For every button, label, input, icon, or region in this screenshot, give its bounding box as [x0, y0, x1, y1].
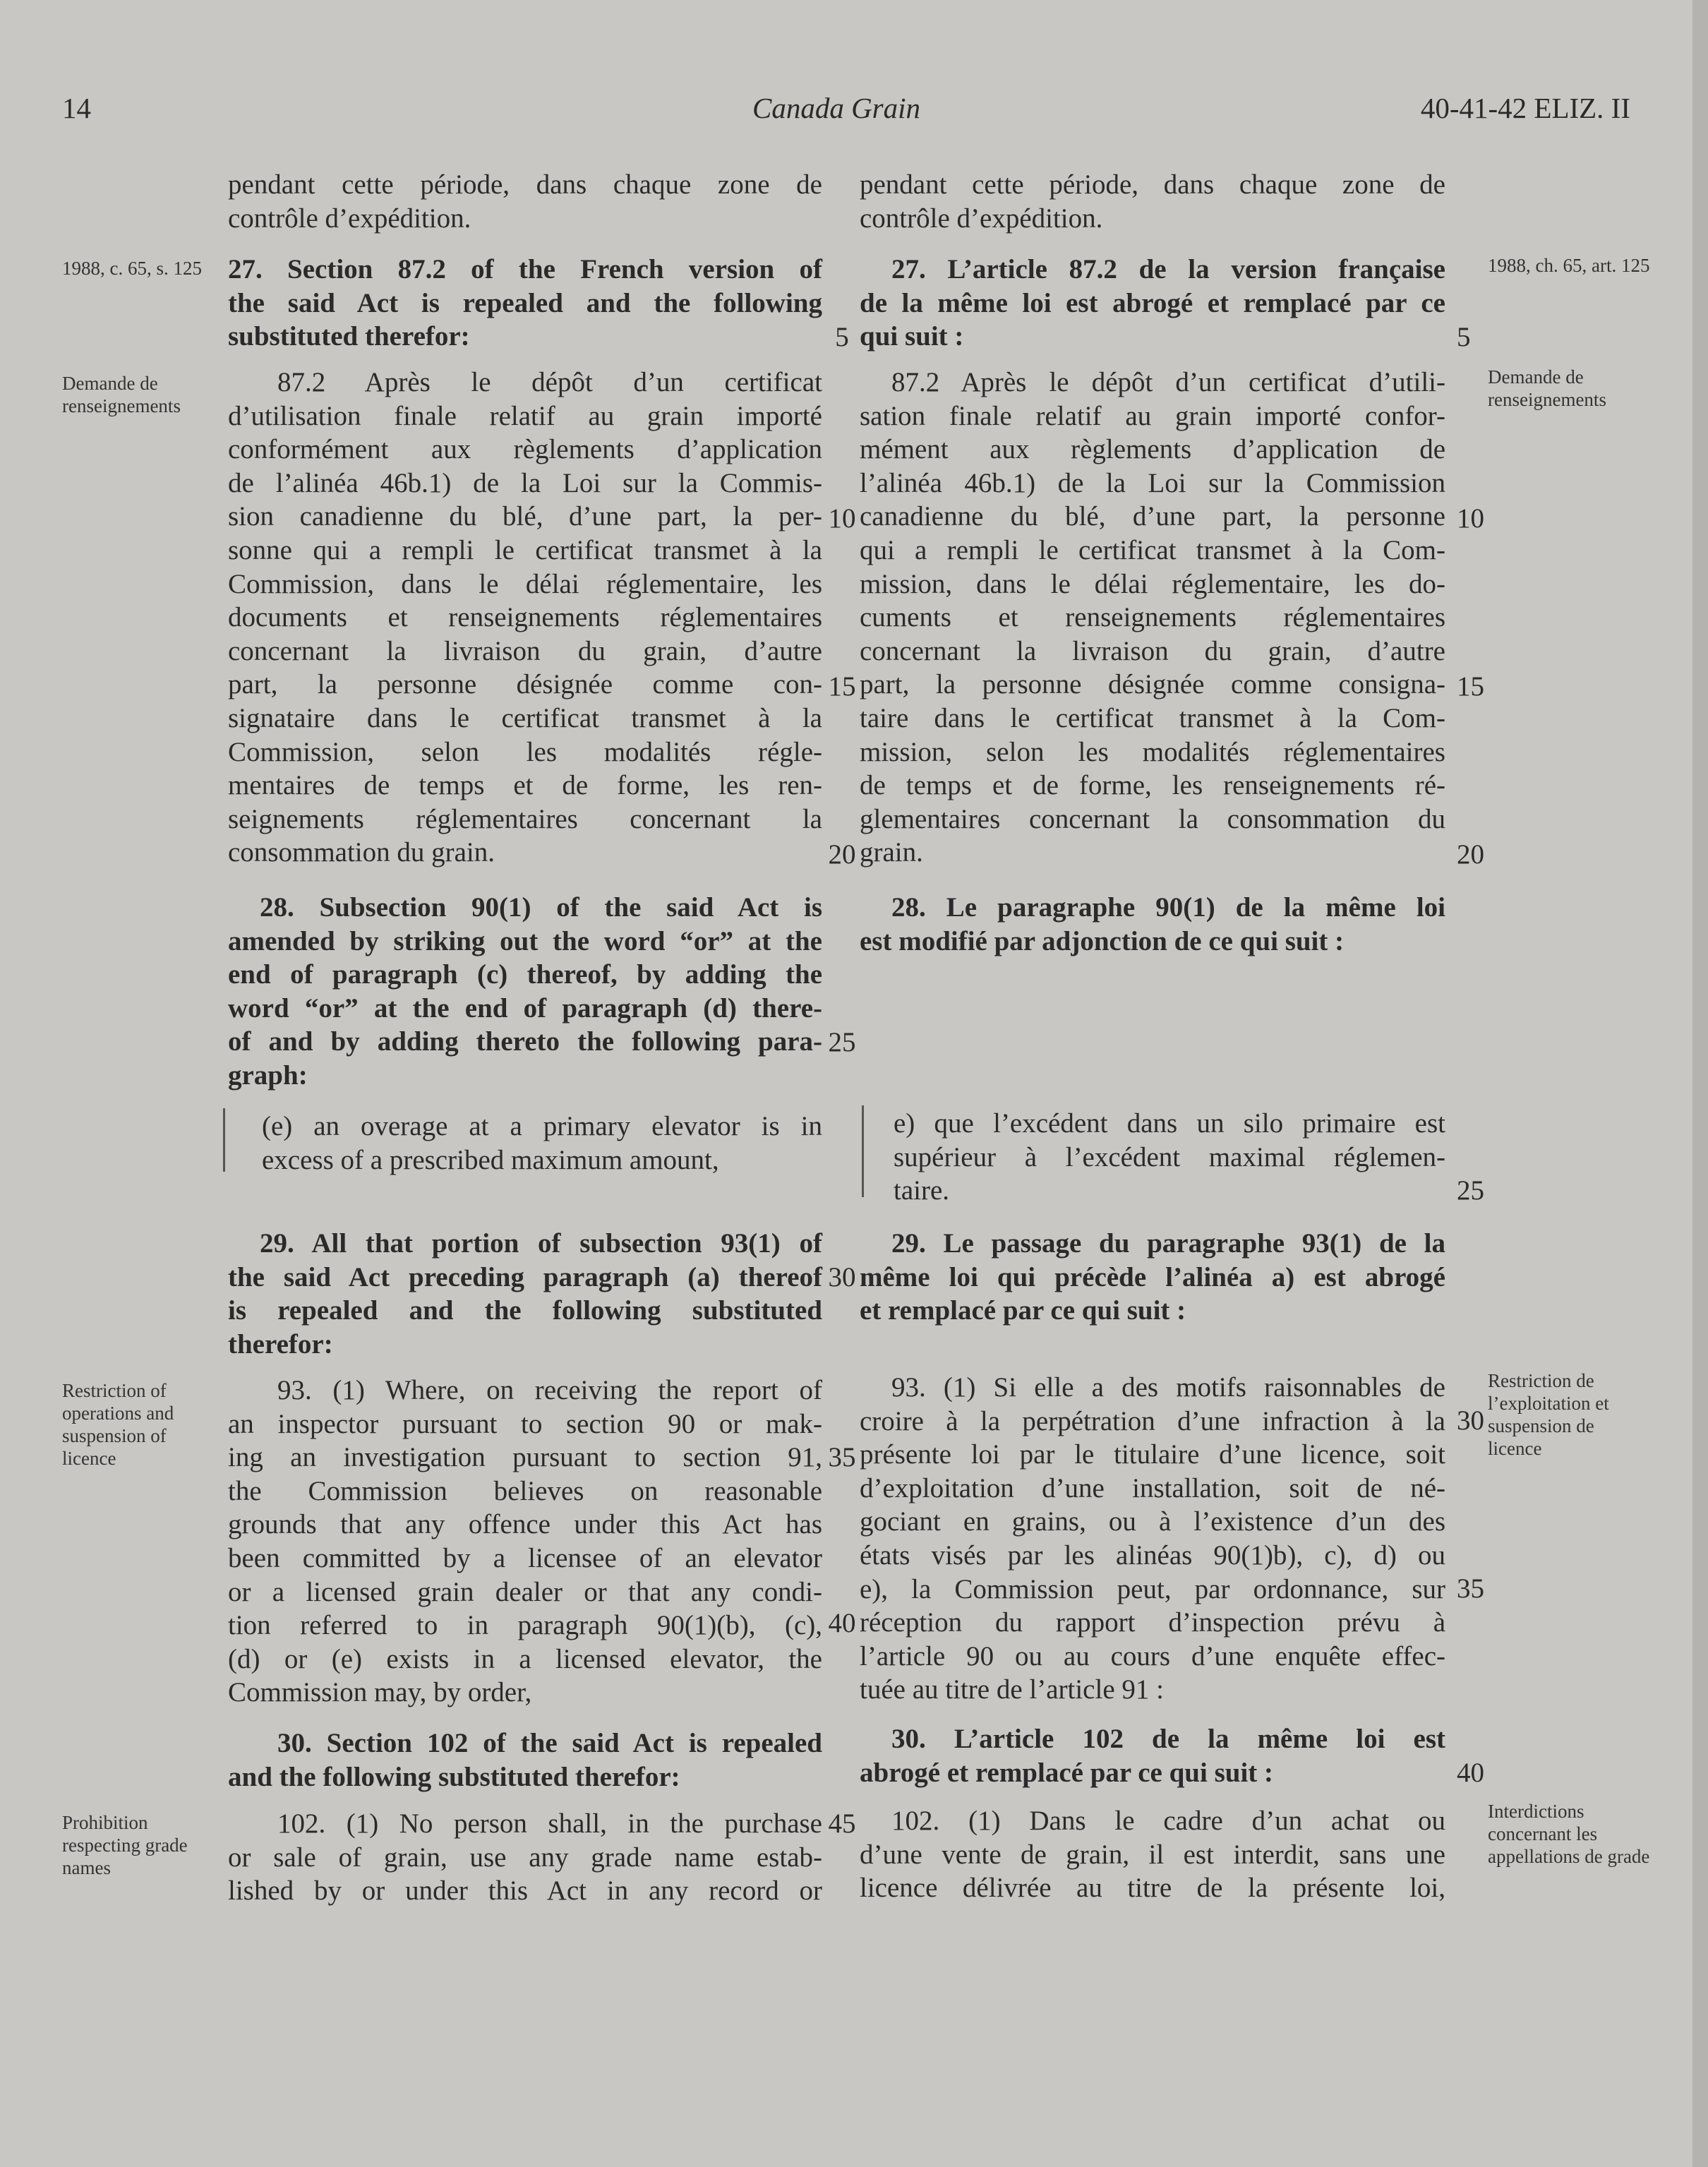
line-number: 40: [828, 1608, 856, 1638]
marginal-note-citation: 1988, ch. 65, art. 125: [1488, 255, 1650, 276]
regnal-year: 40-41-42 ELIZ. II: [1420, 92, 1630, 124]
english-section-27-text: 87.2 Après le dépôt d’un certificat d’utilisation finale relatif au grain importé conformément aux règlements d’application de l’alinéa 46b.1) de la Loi sur la Commis- sion canadienne du blé, d’une part, la per- sonne qui a rempli le certificat transmet à la Commission, dans le délai réglementaire, les documents et renseignements réglementaires concernant la livraison du grain, d’autre part, la personne désignée comme con- signataire dans le certificat transmet à la Commission, selon les modalités régle- mentaires de temps et de forme, les ren- seignements réglementaires concernant la consommation du grain.: [228, 367, 822, 868]
english-section-27: 27. Section 87.2 of the French version of the said Act is repealed and the following substituted therefor:: [228, 254, 822, 352]
line-number: 25: [1457, 1175, 1484, 1206]
page-edge: [1692, 0, 1708, 2167]
french-section-29-text: 93. (1) Si elle a des motifs raisonnables de croire à la perpétration d’une infraction à la présente loi par le titulaire d’une licence, soit d’exploitation d’une installation, soit de né- gociant en grains, ou à l’existence d’un des états visés par les alinéas 90(1)b), c), d) ou e), la Commission peut, par ordonnance, sur réception du rapport d’inspection prévu à l’article 90 ou au cours d’une enquête effec- tuée au titre de l’article 91 :: [860, 1372, 1445, 1705]
french-section-30-text: 102. (1) Dans le cadre d’un achat ou d’une vente de grain, il est interdit, sans une licence délivrée au titre de la présente loi,: [860, 1806, 1445, 1904]
line-number: 15: [1457, 671, 1484, 702]
english-carryover: pendant cette période, dans chaque zone de contrôle d’expédition.: [228, 169, 822, 234]
english-section-29: 29. All that portion of subsection 93(1) of the said Act preceding paragraph (a) thereof is repealed and the following substituted therefor:: [228, 1228, 822, 1359]
english-section-30: 30. Section 102 of the said Act is repealed and the following substituted therefor:: [228, 1728, 822, 1792]
french-section-27: 27. L’article 87.2 de la version française de la même loi est abrogé et remplacé par ce qui suit :: [860, 254, 1445, 352]
english-section-30-text: 102. (1) No person shall, in the purchase or sale of grain, use any grade name estab- lished by or under this Act in any record or: [228, 1808, 822, 1907]
line-number: 35: [1457, 1573, 1484, 1604]
marginal-note-citation: 1988, c. 65, s. 125: [62, 258, 202, 279]
french-section-30: 30. L’article 102 de la même loi est abrogé et remplacé par ce qui suit :: [860, 1724, 1445, 1788]
line-number: 20: [1457, 839, 1484, 870]
english-section-28: 28. Subsection 90(1) of the said Act is amended by striking out the word “or” at the end of paragraph (c) thereof, by adding the word “or” at the end of paragraph (d) there- of and by adding thereto the following para- graph:: [228, 892, 822, 1091]
line-number: 25: [828, 1027, 856, 1057]
line-number: 35: [828, 1442, 856, 1472]
marginal-note-heading: Restriction of operations and suspension of licence: [62, 1380, 174, 1469]
marginal-note-heading: Restriction de l’exploitation et suspension de licence: [1488, 1370, 1609, 1459]
marginal-note-heading: Demande de renseignements: [62, 373, 181, 416]
french-section-28-text: e) que l’excédent dans un silo primaire est supérieur à l’excédent maximal réglemen- taire.: [894, 1108, 1445, 1206]
french-carryover: pendant cette période, dans chaque zone de contrôle d’expédition.: [860, 169, 1445, 234]
line-number: 15: [828, 671, 856, 702]
line-number: 40: [1457, 1758, 1484, 1788]
french-section-29: 29. Le passage du paragraphe 93(1) de la même loi qui précède l’alinéa a) est abrogé et remplacé par ce qui suit :: [860, 1228, 1445, 1326]
line-number: 20: [828, 839, 856, 870]
english-section-29-text: 93. (1) Where, on receiving the report of an inspector pursuant to section 90 or mak- ing an investigation pursuant to section 91, the Commission believes on reasonable grounds that any offence under this Act has been committed by a licensee of an elevator or a licensed grain dealer or that any condi- tion referred to in paragraph 90(1)(b), (c), (d) or (e) exists in a licensed elevator, the Commission may, by order,: [228, 1375, 822, 1708]
line-number: 5: [1457, 322, 1471, 352]
marginal-note-heading: Prohibition respecting grade names: [62, 1812, 188, 1878]
line-number: 30: [828, 1262, 856, 1292]
english-section-28-text: (e) an overage at a primary elevator is in excess of a prescribed maximum amount,: [262, 1111, 822, 1175]
quote-bar: [223, 1108, 225, 1172]
line-number: 5: [835, 322, 849, 352]
marginal-note-heading: Interdictions concernant les appellations de grade: [1488, 1801, 1650, 1867]
s27-heading-line: 27. Section 87.2 of the French version of: [228, 254, 822, 284]
french-section-27-text: 87.2 Après le dépôt d’un certificat d’utili- sation finale relatif au grain importé confor- mément aux règlements d’application de l’alinéa 46b.1) de la Loi sur la Commission canadienne du blé, d’une part, la personne qui a rempli le certificat transmet à la Com- mission, dans le délai réglementaire, les do- cuments et renseignements réglementaires concernant la livraison du grain, d’autre part, la personne désignée comme consigna- taire dans le certificat transmet à la Com- mission, selon les modalités réglementaires de temps et de forme, les renseignements ré- glementaires concernant la consommation du grain.: [860, 367, 1445, 868]
line-number: 30: [1457, 1405, 1484, 1436]
line-number: 45: [828, 1808, 856, 1839]
marginal-note-heading: Demande de renseignements: [1488, 366, 1606, 410]
line-number: 10: [1457, 503, 1484, 534]
line-number: 10: [828, 503, 856, 534]
running-title: Canada Grain: [752, 92, 921, 124]
french-section-28: 28. Le paragraphe 90(1) de la même loi est modifié par adjonction de ce qui suit :: [860, 892, 1445, 956]
page-number: 14: [62, 92, 91, 124]
